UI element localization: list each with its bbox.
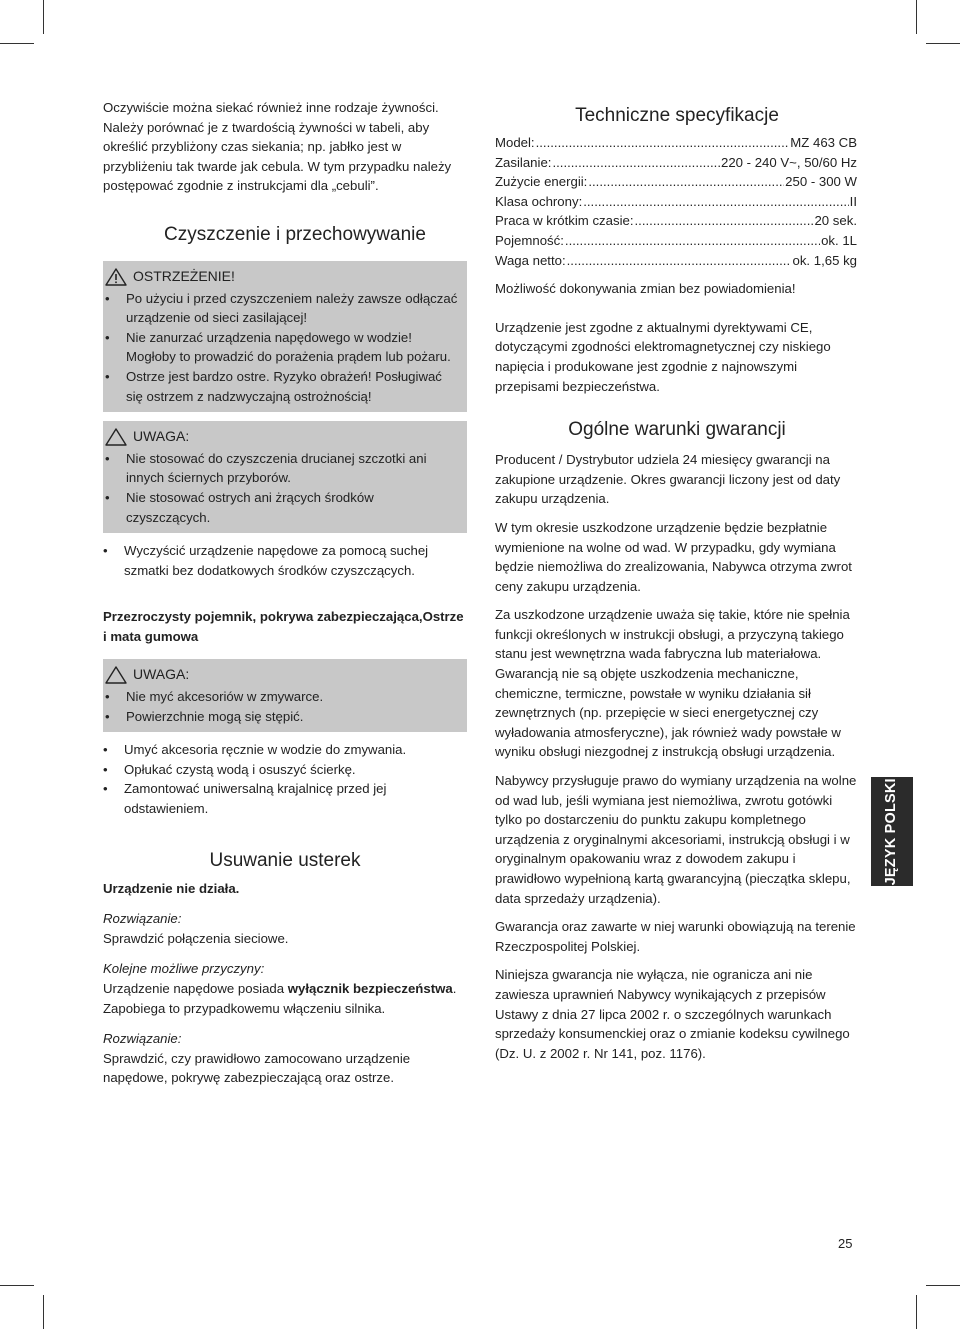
warning-box [103,261,467,412]
caution-box [103,421,467,533]
spec-row [495,192,857,212]
crop-mark [926,43,960,44]
spec-label: Pojemność: [495,232,564,248]
warranty-paragraph: Gwarancja oraz zawarte w niej warunki obowiązują na terenie Rzeczpospolitej Polskiej. [495,919,856,954]
troubleshoot-title: Usuwanie usterek [209,849,361,871]
spec-dots [635,211,814,231]
specs-title: Techniczne specyfikacje [575,105,779,126]
spec-row [495,251,857,271]
list-item: • Ostrze jest bardzo ostre. Ryzyko obrażeń! Posługiwać się ostrzem z nadzwyczajną ostrożnością! [105,367,461,406]
warranty-paragraph: Niniejsza gwarancja nie wyłącza, nie ogranicza ani nie zawiesza uprawnień Nabywcy wynikających z przepisów Ustawy z dnia 27 lipca 2002 r. o szczególnych warunkach sprzedaży konsumenckiej oraz o zmianie kodeksu cywilnego (Dz. U. z 2002 r. Nr 141, poz. 1176). [495,967,850,1061]
intro-paragraph: Oczywiście można siekać również inne rodzaje żywności. Należy porównać je z twardością żywności w tabeli, aby określić przybliżony czas siekania; np. jabłko jest w przybliżeniu tak twarde jak cebula. W tym przypadku należy postępować zgodnie z instrukcjami dla „cebuli”. [103,100,452,194]
warranty-paragraph: Za uszkodzone urządzenie uważa się takie, które nie spełnia funkcji określonych w instrukcji obsługi, a przyczyną takiego stanu jest wewnętrzna wada fabryczna lub materiałowa. Gwarancją nie są objęte uszkodzenia mechaniczne, chemiczne, termiczne, powstałe w wyniku działania sił zewnętrznych (np. przepięcie w sieci energetycznej czy wyładowania atmosferyczne), jak również wady powstałe w wyniku obsługi niezgodnej z instrukcją obsługi urządzenia. [495,607,850,760]
solution-text: Sprawdzić połączenia sieciowe. [103,930,289,946]
crop-mark [916,0,917,34]
crop-mark [916,1295,917,1329]
spec-value: 250 - 300 W [785,174,857,190]
crop-mark [0,43,34,44]
spec-value: ok. 1L [821,232,857,248]
crop-mark [43,1295,44,1329]
spec-value: II [849,193,857,209]
spec-dots [565,231,820,251]
spec-dots [567,251,792,271]
list-item: • Nie stosować do czyszczenia drucianej szczotki ani innych ściernych przyborów. [105,449,461,488]
crop-mark [0,1285,34,1286]
spec-row [495,133,857,153]
warranty-paragraph: Producent / Dystrybutor udziela 24 miesięcy gwarancji na zakupione urządzenie. Okres gwarancji liczony jest od daty zakupu urządzenia. [495,452,841,507]
spec-dots [536,133,790,153]
list-item: • Umyć akcesoria ręcznie w wodzie do zmywania. [103,740,467,760]
solution-label: Rozwiązanie: [103,1031,182,1047]
spec-dots [583,192,848,212]
spec-label: Waga netto: [495,252,566,268]
other-causes-label: Kolejne możliwe przyczyny: [103,961,265,977]
spec-label: Zasilanie: [495,154,552,170]
list-item: • Zamontować uniwersalną krajalnicę przed jej odstawieniem. [103,779,467,818]
other-causes-pre: Urządzenie napędowe posiada [103,981,288,996]
page-number: 25 [838,1236,853,1251]
caution-box-title [105,427,461,447]
crop-mark [926,1285,960,1286]
parts-heading: Przezroczysty pojemnik, pokrywa zabezpieczająca,Ostrze i mata gumowa [103,609,464,644]
caution-triangle-icon [105,666,127,684]
other-causes-text [103,979,467,1018]
caution-box-title [105,665,461,685]
compliance-paragraph: Urządzenie jest zgodne z aktualnymi dyrektywami CE, dotyczącymi zgodności elektromagnetycznej czy niskiego napięcia i produkowane jest zgodnie z najnowszymi przepisami bezpieczeństwa. [495,319,831,394]
spec-value: ok. 1,65 kg [792,252,857,268]
warranty-paragraph: Nabywcy przysługuje prawo do wymiany urządzenia na wolne od wad lub, jeśli wymiana jest niemożliwa, zwrotu gotówki tylko po dostarczeniu do punktu zakupu kompletnego urządzenia z oryginalnymi akcesoriami, instrukcją obsługi i w oryginalnym opakowaniu wraz z dowodem zakupu i prawidłowo wypełnioną kartą gwarancyjną (pieczątka sklepu, data sprzedaży urządzenia). [495,773,857,906]
right-column [495,104,859,1063]
warning-list [105,289,461,407]
warning-title: OSTRZEŻENIE! [133,267,235,284]
spec-label: Klasa ochrony: [495,193,583,209]
caution-title: UWAGA: [133,428,190,445]
spec-row [495,211,857,231]
crop-mark [43,0,44,34]
wipe-list [103,541,467,580]
warning-triangle-icon [105,268,127,286]
caution-list [105,687,461,726]
warranty-title: Ogólne warunki gwarancji [568,419,786,441]
warranty-paragraph: W tym okresie uszkodzone urządzenie będzie bezpłatnie wymienione na wolne od wad. W przypadku, gdy wymiana będzie niemożliwa do zrealizowania, Nabywca otrzyma zwrot ceny zakupu urządzenia. [495,519,852,594]
solution-text: Sprawdzić, czy prawidłowo zamocowano urządzenie napędowe, pokrywę zabezpieczającą oraz ostrze. [103,1050,411,1086]
spec-dots [552,153,720,173]
spec-value: 20 sek. [814,213,857,229]
list-item: • Powierzchnie mogą się stępić. [105,707,461,727]
list-item: • Nie myć akcesoriów w zmywarce. [105,687,461,707]
spec-row [495,153,857,173]
caution-triangle-icon [105,428,127,446]
caution-list [105,449,461,527]
cleaning-title: Czyszczenie i przechowywanie [164,223,426,245]
spec-row [495,172,857,192]
spec-value: 220 - 240 V~, 50/60 Hz [721,154,857,170]
caution-title: UWAGA: [133,666,190,683]
spec-label: Zużycie energii: [495,174,588,190]
caution-box [103,659,467,732]
safety-switch-text: wyłącznik bezpieczeństwa [287,981,453,996]
fault-heading: Urządzenie nie działa. [103,880,240,896]
spec-value: MZ 463 CB [790,135,857,150]
other-causes-post: . Zapobiega to przypadkowemu włączeniu silnika. [103,981,457,1016]
language-tab [871,777,913,886]
solution-label: Rozwiązanie: [103,911,182,927]
left-column [103,98,467,1088]
list-item: • Nie stosować ostrych ani żrących środków czyszczących. [105,488,461,527]
list-item: • Nie zanurzać urządzenia napędowego w wodzie! Mogłoby to prowadzić do porażenia prądem lub pożaru. [105,328,461,367]
spec-dots [588,172,784,192]
list-item: • Opłukać czystą wodą i osuszyć ścierkę. [103,760,467,780]
spec-label: Praca w krótkim czasie: [495,213,634,229]
spec-row [495,231,857,251]
changes-note: Możliwość dokonywania zmian bez powiadomienia! [495,281,796,297]
parts-list [103,740,467,818]
list-item: • Wyczyścić urządzenie napędowe za pomocą suchej szmatki bez dodatkowych środków czyszczących. [103,541,467,580]
list-item: • Po użyciu i przed czyszczeniem należy zawsze odłączać urządzenie od sieci zasilającej! [105,289,461,328]
language-tab-label: JĘZYK POLSKI [883,777,900,886]
spec-label: Model: [495,135,535,150]
warning-box-title [105,267,461,287]
specs-list [495,133,857,270]
